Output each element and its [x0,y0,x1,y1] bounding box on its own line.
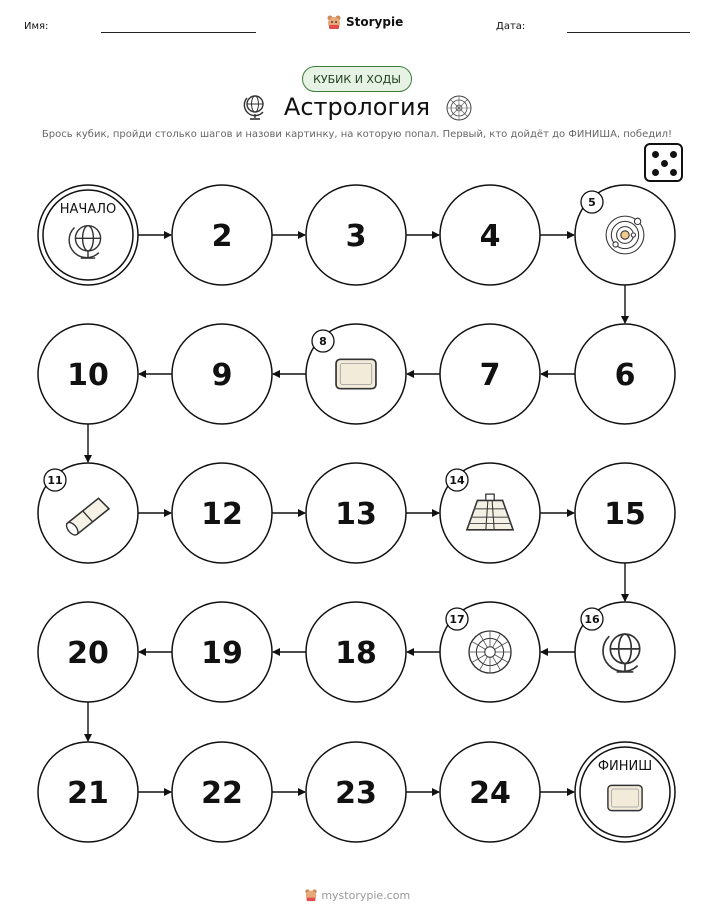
page-title: Астрология [283,93,431,121]
cell-number: 12 [201,497,243,532]
cell-number: 20 [67,636,109,671]
board-cell-13 [306,463,406,563]
brand-name: Storypie [346,15,404,29]
instructions-text: Брось кубик, пройди столько шагов и назови картинку, на которую попал. Первый, кто дойдёт до ФИНИША, победил! [41,129,673,140]
footer [0,888,714,902]
bear-mascot-icon [304,888,318,902]
cell-number: 13 [335,497,377,532]
cell-number: 18 [335,636,377,671]
date-label: Дата: [496,21,526,32]
board-cell-16 [575,602,675,702]
cell-number: 2 [211,219,233,254]
solar-system-icon [606,216,644,254]
cell-number-badge: 8 [319,335,327,348]
cell-number: 15 [604,497,646,532]
name-label: Имя: [24,21,49,32]
stone-tablet-icon [336,359,376,388]
cell-number: 23 [335,776,377,811]
cell-number: 3 [345,219,367,254]
game-type-badge: КУБИК И ХОДЫ [302,66,412,92]
board-cell-10 [38,324,138,424]
board-cell-11 [38,463,138,563]
board-cell-12 [172,463,272,563]
board-cell-20 [38,602,138,702]
board-cell-22 [172,742,272,842]
board-cell-8 [306,324,406,424]
board-cell-24 [440,742,540,842]
cell-number: 19 [201,636,243,671]
board-cell-17 [440,602,540,702]
cell-number-badge: 17 [449,613,465,626]
board-cell-18 [306,602,406,702]
cell-number-badge: 14 [449,474,465,487]
board-cell-9 [172,324,272,424]
cell-number: 4 [479,219,501,254]
cell-number-badge: 16 [584,613,600,626]
board-cell-2 [172,185,272,285]
start-cell [38,185,138,285]
cell-number: 22 [201,776,243,811]
cell-number: 21 [67,776,109,811]
board-cell-23 [306,742,406,842]
cell-number: 7 [479,358,501,393]
board-cell-4 [440,185,540,285]
board-cell-5 [575,185,675,285]
footer-url: mystorypie.com [321,889,411,902]
finish-label: ФИНИШ [597,759,653,774]
board-cell-3 [306,185,406,285]
finish-cell [575,742,675,842]
cell-number: 9 [211,358,233,393]
cell-number: 10 [67,358,109,393]
start-label: НАЧАЛО [59,202,117,217]
cell-number: 6 [614,358,636,393]
stone-tablet-icon [608,785,642,810]
board-cell-19 [172,602,272,702]
board-cell-7 [440,324,540,424]
cell-number-badge: 5 [588,196,596,209]
cell-number: 24 [469,776,511,811]
board-cell-14 [440,463,540,563]
cell-number-badge: 11 [47,474,63,487]
board-cell-6 [575,324,675,424]
board-cell-21 [38,742,138,842]
board-cell-15 [575,463,675,563]
